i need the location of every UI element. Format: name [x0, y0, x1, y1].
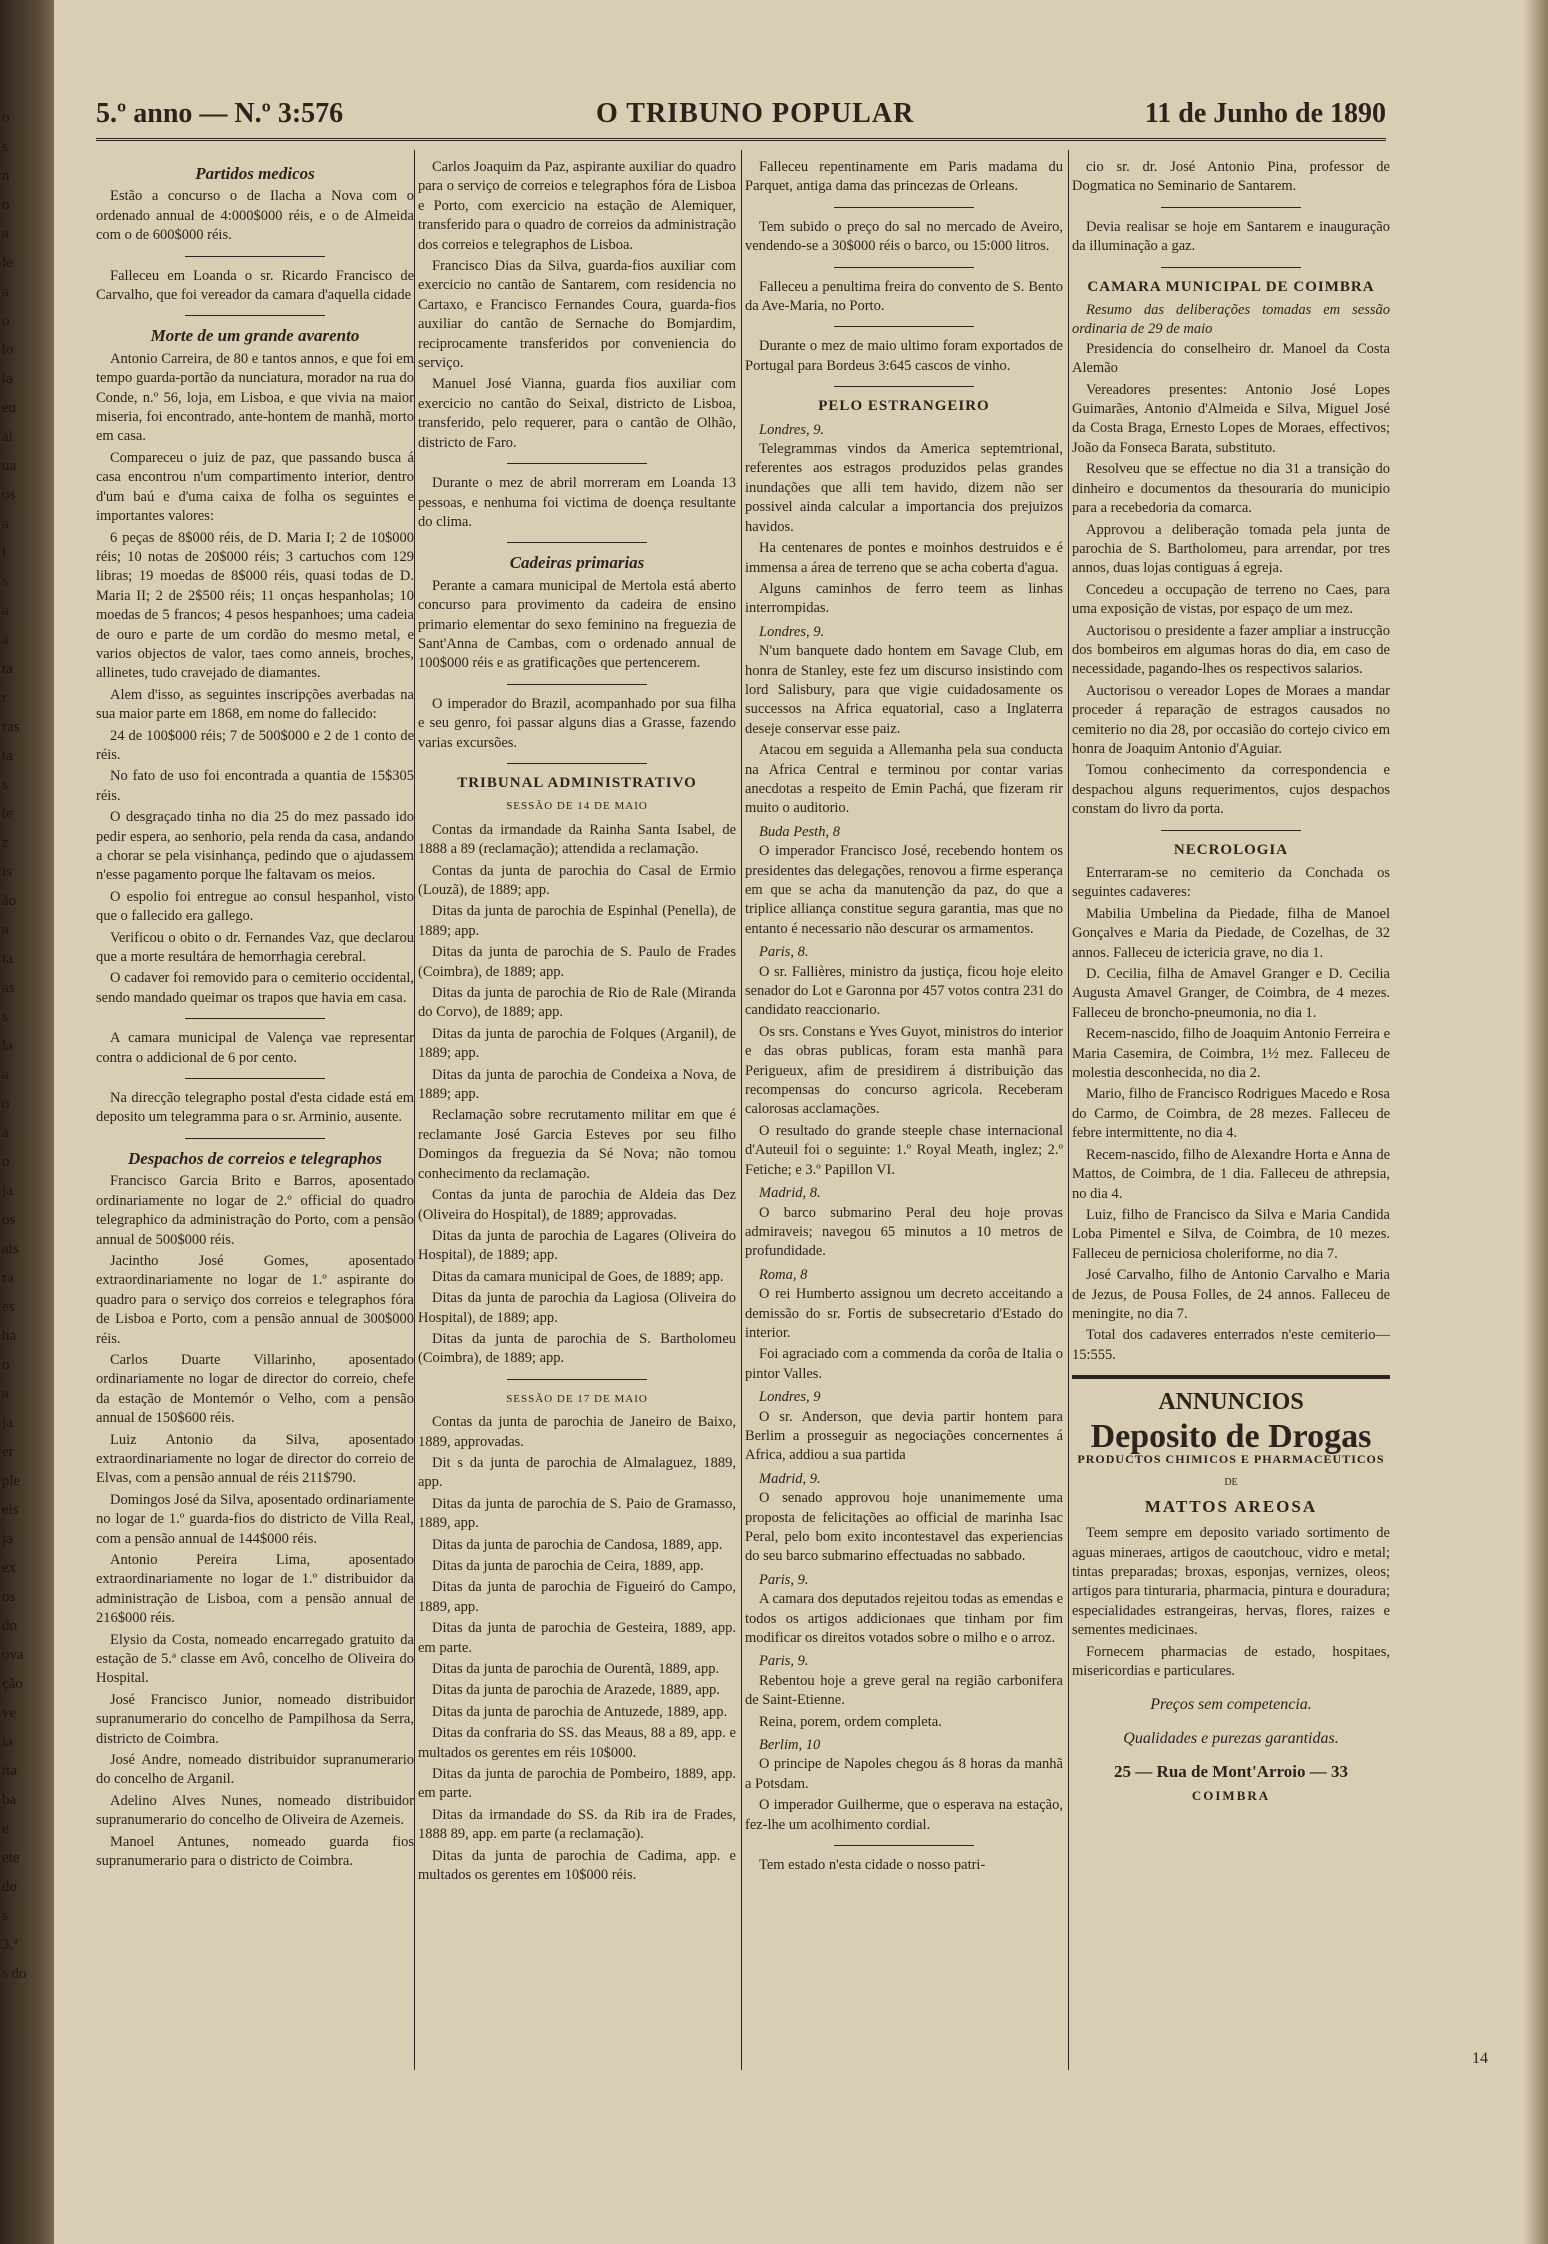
article-separator — [1161, 207, 1301, 208]
previous-page-fragment: os — [2, 1212, 16, 1228]
paragraph: O imperador do Brazil, acompanhado por sua filha e seu genro, foi passar alguns dias a Grasse, fazendo varias excursões. — [418, 695, 736, 751]
advertisement — [1072, 1375, 1390, 1805]
previous-page-fragment: al — [2, 429, 13, 445]
paragraph: Auctorisou o presidente a fazer ampliar a instrucção dos bombeiros em algumas horas do dia, em caso de necessidade, pagando-lhes os respectivos salarios. — [1072, 622, 1390, 678]
previous-page-fragment: o — [2, 1096, 10, 1112]
ad-body: Teem sempre em deposito variado sortimento de aguas mineraes, artigos de caoutchouc, vidro e metal; tintas preparadas; broxas, esponjas, vernizes, oleos; artigos para tinturaria, pharmacia, pintura e douradura; especialidades estrangeiras, hervas, flores, raizes e sementes medicinaes. — [1072, 1525, 1390, 1639]
ad-de: DE — [1224, 1477, 1238, 1489]
paragraph: Approvou a deliberação tomada pela junta de parochia de S. Bartholomeu, para arrendar, por tres annos, duas lojas contiguas á egreja. — [1072, 521, 1390, 577]
ad-firm: MATTOS AREOSA — [1144, 1496, 1318, 1516]
previous-page-fragment: ve — [2, 1705, 17, 1721]
paragraph: 24 de 100$000 réis; 7 de 500$000 e 2 de 1 conto de réis. — [96, 727, 414, 763]
paragraph: Perante a camara municipal de Mertola está aberto concurso para provimento da cadeira de ensino primario elementar do sexo feminino na freguezia de Sant'Anna de Cambas, com o ordenado annual de 100$000 réis e as gratificações que pertencerem. — [418, 577, 736, 672]
paragraph: Ditas da junta de parochia de Cadima, app. e multados os gerentes em 10$000 réis. — [418, 1847, 736, 1884]
previous-page-fragment: ba — [2, 1792, 17, 1808]
article-separator — [834, 267, 974, 268]
ad-line-quality: Qualidades e purezas garantidas. — [1123, 1729, 1339, 1747]
paragraph: Carlos Duarte Villarinho, aposentado ordinariamente no logar de director do correio, chefe da estação de Montemór o Velho, com a pensão annual de 150$600 réis. — [96, 1351, 414, 1427]
previous-page-fragment: do — [2, 1618, 17, 1634]
paragraph: A camara municipal de Valença vae representar contra o addicional de 6 por cento. — [96, 1030, 414, 1066]
article-heading: Morte de um grande avarento — [150, 326, 360, 346]
section-heading: PELO ESTRANGEIRO — [818, 398, 990, 415]
column-3 — [745, 158, 1063, 1878]
paragraph: Verificou o obito o dr. Fernandes Vaz, que declarou que a morte resultára de hemorrhagia cerebral. — [96, 929, 414, 966]
previous-page-fragment: a — [2, 603, 9, 619]
dateline: Madrid, 8. — [759, 1185, 821, 1202]
paragraph: Atacou em seguida a Allemanha pela sua conducta na Africa Central e terminou por contar varias anecdotas a respeito de Emin Pachá, que fizeram rir muito o auditorio. — [745, 742, 1063, 817]
paragraph: Resolveu que se effectue no dia 31 a transição do dinheiro e documentos da thesouraria do municipio para a recebedoria da comarca. — [1072, 461, 1390, 517]
previous-page-fragment: er — [2, 1444, 14, 1460]
paragraph: Alguns caminhos de ferro teem as linhas interrompidas. — [745, 580, 1063, 617]
paragraph: Reina, porem, ordem completa. — [759, 1713, 942, 1730]
paragraph: Francisco Garcia Brito e Barros, aposentado ordinariamente no logar de 2.º official do quadro telegraphico da administração do Porto, com a pensão annual de 500$000 réis. — [96, 1173, 414, 1248]
session-subheading: SESSÃO DE 17 DE MAIO — [506, 1392, 648, 1405]
previous-page-fragment: ão — [2, 893, 17, 909]
article-heading: Partidos medicos — [195, 164, 315, 183]
previous-page-fragment: a — [2, 516, 9, 532]
previous-page-fragment: o — [2, 110, 10, 126]
paragraph: Ditas da junta de parochia de Condeixa a Nova, de 1889; app. — [418, 1066, 736, 1103]
paragraph: Tomou conhecimento da correspondencia e despachou alguns requerimentos, cujos despachos constam do livro da porta. — [1072, 762, 1390, 818]
paragraph: Tem subido o preço do sal no mercado de Aveiro, vendendo-se a 30$000 réis o barco, ou 15:000 litros. — [745, 218, 1063, 255]
previous-page-fragment: es — [2, 1299, 15, 1315]
previous-page-fragment: e — [2, 1821, 9, 1837]
column-2 — [418, 158, 736, 1888]
paragraph: Auctorisou o vereador Lopes de Moraes a mandar proceder á reparação de estragos causados no cemiterio no dia 28, por occasião do cortejo civico em honra de Joaquim Antonio d'Aguiar. — [1072, 682, 1390, 757]
article-separator — [185, 256, 325, 257]
paragraph: Na direcção telegrapho postal d'esta cidade está em deposito um telegramma para o sr. Arminio, ausente. — [96, 1090, 414, 1126]
paragraph: Ditas da junta de parochia de S. Paio de Gramasso, 1889, app. — [418, 1495, 736, 1532]
paragraph: O espolio foi entregue ao consul hespanhol, visto que o fallecido era gallego. — [96, 888, 414, 925]
previous-page-fragment: ova — [2, 1647, 24, 1663]
paragraph: Falleceu em Loanda o sr. Ricardo Francisco de Carvalho, que foi vereador da camara d'aquella cidade — [96, 267, 414, 304]
article-separator — [834, 386, 974, 387]
ad-subtitle: PRODUCTOS CHIMICOS E PHARMACEUTICOS — [1077, 1451, 1385, 1466]
paragraph: Ditas da junta de parochia da Lagiosa (Oliveira do Hospital), de 1889; app. — [418, 1290, 736, 1326]
paragraph: Rebentou hoje a greve geral na região carbonifera de Saint-Etienne. — [745, 1672, 1063, 1709]
column-divider — [741, 150, 742, 2070]
previous-page-fragment: a — [2, 922, 9, 938]
paragraph: Ditas da confraria do SS. das Meaus, 88 a 89, app. e multados os gerentes em réis 10$000. — [418, 1725, 736, 1761]
paragraph: Manoel Antunes, nomeado guarda fios supranumerario para o districto de Coimbra. — [96, 1833, 414, 1870]
previous-page-fragment: o — [2, 197, 10, 213]
paragraph: Luiz, filho de Francisco da Silva e Maria Candida Loba Pimentel e Silva, de Coimbra, de 10 mezes. Falleceu de perniciosa choleriforme, no dia 7. — [1072, 1206, 1390, 1262]
paragraph: Ditas da camara municipal de Goes, de 1889; app. — [432, 1268, 724, 1285]
session-subheading: SESSÃO DE 14 DE MAIO — [506, 800, 648, 813]
dateline: Londres, 9. — [759, 623, 825, 640]
previous-page-fragment: s — [2, 1908, 8, 1924]
previous-page-fragment: ais — [2, 1241, 19, 1257]
previous-page-fragment: ia — [2, 1734, 13, 1750]
previous-page-fragment: ta — [2, 661, 13, 677]
previous-page-fragment: ra — [2, 1270, 14, 1286]
paragraph: O senado approvou hoje unanimemente uma proposta de felicitações ao official de marinha Isac Peral, pelo bom exito incontestavel das experiencias do seu barco submarino effectuadas no sabbado. — [745, 1490, 1063, 1565]
paragraph: Concedeu a occupação de terreno no Caes, para uma exposição de vistas, por espaço de um mez. — [1072, 581, 1390, 618]
paragraph: Presidencia do conselheiro dr. Manoel da Costa Alemão — [1072, 340, 1390, 377]
paragraph: Mabilia Umbelina da Piedade, filha de Manoel Gonçalves e Maria da Piedade, de Cozelhas, de 32 annos. Falleceu de ictericia grave, no dia 1. — [1072, 905, 1390, 961]
paragraph: O imperador Francisco José, recebendo hontem os presidentes das delegações, renovou a firme esperança em que se acha da manutenção da paz, do que a triplice alliança constitue segura garantia, mas que no entanto é necessario não descurar os armamentos. — [745, 843, 1063, 937]
previous-page-fragment: o — [2, 1357, 10, 1373]
paragraph: Recem-nascido, filho de Joaquim Antonio Ferreira e Maria Casemira, de Coimbra, 1½ mez. Falleceu de molestia desconhecida, no dia 2. — [1072, 1026, 1391, 1082]
dateline: Londres, 9 — [759, 1389, 821, 1406]
previous-page-fragment: ta — [2, 951, 13, 967]
previous-page-fragment: eu — [2, 400, 17, 416]
paragraph: Ditas da junta de parochia de Pombeiro, 1889, app. em parte. — [418, 1766, 736, 1802]
paragraph: O barco submarino Peral deu hoje provas admiraveis; navegou 65 minutos a 10 metros de profundidade. — [745, 1204, 1063, 1260]
paragraph: Ditas da junta de parochia de Gesteira, 1889, app. em parte. — [418, 1620, 736, 1656]
paragraph: O sr. Anderson, que devia partir hontem para Berlim a prosseguir as negociações concernentes á Africa, addiou a sua partida — [745, 1408, 1063, 1464]
paragraph: O imperador Guilherme, que o esperava na estação, fez-lhe um acolhimento cordial. — [745, 1797, 1063, 1833]
previous-page-fragment: s — [2, 574, 8, 590]
paragraph: Ha centenares de pontes e moinhos destruidos e é immensa a área de terreno que se acha coberta d'agua. — [745, 540, 1063, 576]
paragraph: No fato de uso foi encontrada a quantia de 15$305 réis. — [96, 768, 414, 804]
paragraph: Mario, filho de Francisco Rodrigues Macedo e Rosa do Carmo, de Coimbra, de 28 mezes. Falleceu de febre intermittente, no dia 4. — [1072, 1086, 1390, 1142]
column-divider — [414, 150, 415, 2070]
article-separator — [834, 326, 974, 327]
paragraph: Alem d'isso, as seguintes inscripções averbadas na sua maior parte em 1868, em nome do fallecido: — [96, 686, 414, 723]
ad-body-2: Fornecem pharmacias de estado, hospitaes, misericordias e particulares. — [1072, 1643, 1390, 1680]
paragraph: O desgraçado tinha no dia 25 do mez passado ido pedir espera, ao senhorio, pela renda da casa, andando a chorar se pela visinhança, pedindo que o ajudassem n'esse pagamento porque lhe faltavam os meios. — [96, 809, 414, 884]
paragraph: Jacintho José Gomes, aposentado extraordinariamente no logar de 1.º aspirante do quadro para o serviço dos correios e telegraphos fóra de Lisboa e Porto, com a pensão annual de 300$000 réis. — [96, 1252, 414, 1347]
previous-page-fragment: a — [2, 1386, 9, 1402]
previous-page-fragment: ta — [2, 748, 13, 764]
dateline: Resumo das deliberações tomadas em sessão ordinaria de 29 de maio — [1072, 302, 1390, 338]
previous-page-fragment: ita — [2, 1763, 17, 1779]
paragraph: Ditas da junta de parochia de Espinhal (Penella), de 1889; app. — [418, 903, 736, 939]
paragraph: José Francisco Junior, nomeado distribuidor supranumerario do concelho de Pampilhosa da Serra, districto de Coimbra. — [96, 1691, 414, 1747]
previous-page-fragment: la — [2, 371, 13, 387]
previous-page-fragment: s — [2, 777, 8, 793]
article-separator — [185, 1078, 325, 1079]
page-number: 14 — [1472, 2050, 1488, 2067]
previous-page-fragment: n — [2, 168, 10, 184]
paragraph: Total dos cadaveres enterrados n'este cemiterio—15:555. — [1072, 1327, 1390, 1363]
paragraph: 6 peças de 8$000 réis, de D. Maria I; 2 de 10$000 réis; 10 notas de 20$000 réis; 3 cartuchos com 129 libras; 19 moedas de 8$000 réis, quasi todas de D. Maria II; 2 de 2$500 réis; 11 onças hespanholas; 10 moedas de 5 francos; 4 pesos hespanhoes; uma cadeia de ouro e parte de um cordão do mesmo metal, e varios objectos de valor, taes como anneis, broches, allinetes, tudo cravejado de diamantes. — [96, 529, 414, 682]
paragraph: Ditas da junta de parochia de Arazede, 1889, app. — [432, 1682, 720, 1699]
paragraph: Elysio da Costa, nomeado encarregado gratuito da estação de 5.ª classe em Avô, concelho de Oliveira do Hospital. — [96, 1631, 414, 1687]
paragraph: Contas da irmandade da Rainha Santa Isabel, de 1888 a 89 (reclamação); attendida a reclamação. — [418, 821, 736, 858]
previous-page-fragment: s — [2, 139, 8, 155]
column-divider — [1068, 150, 1069, 2070]
article-separator — [185, 1018, 325, 1019]
paragraph: Carlos Joaquim da Paz, aspirante auxiliar do quadro para o serviço de correios e telegraphos fóra de Lisboa e Porto, com exercicio na estação de Alemiquer, transferido para o quadro de correios da administração dos correios e telegraphos de Lisboa. — [418, 159, 736, 253]
paragraph: cio sr. dr. José Antonio Pina, professor de Dogmatica no Seminario de Santarem. — [1072, 159, 1390, 195]
dateline: Roma, 8 — [759, 1266, 808, 1283]
paragraph: Durante o mez de maio ultimo foram exportados de Portugal para Bordeus 3:645 cascos de vinho. — [745, 338, 1063, 374]
paragraph: Ditas da junta de parochia de Antuzede, 1889, app. — [432, 1703, 728, 1720]
paragraph: Reclamação sobre recrutamento militar em que é reclamante José Garcia Esteves por seu filho Domingos da freguezia da Sé Nova; não tomou conhecimento da reclamação. — [418, 1107, 736, 1182]
dateline: Berlim, 10 — [759, 1737, 821, 1754]
paragraph: Enterraram-se no cemiterio da Conchada os seguintes cadaveres: — [1072, 865, 1390, 901]
paragraph: Contas da junta de parochia de Aldeia das Dez (Oliveira do Hospital), de 1889; approvadas. — [418, 1187, 736, 1223]
paragraph: Devia realisar se hoje em Santarem e inauguração da illuminação a gaz. — [1072, 218, 1390, 255]
paragraph: Ditas da junta de parochia de Ourentã, 1889, app. — [432, 1661, 720, 1678]
paragraph: Antonio Pereira Lima, aposentado extraordinariamente no logar de 1.º distribuidor da administração de Lisboa, com a pensão annual de 216$000 réis. — [96, 1552, 414, 1627]
ad-title: Deposito de Drogas — [1090, 1417, 1372, 1455]
paragraph: Foi agraciado com a commenda da corôa de Italia o pintor Valles. — [745, 1346, 1063, 1382]
ads-heading: ANNUNCIOS — [1158, 1389, 1304, 1416]
paragraph: José Andre, nomeado distribuidor supranumerario do concelho de Arganil. — [96, 1752, 414, 1788]
paragraph: O cadaver foi removido para o cemiterio occidental, sendo mandado queimar os trapos que havia em casa. — [96, 970, 414, 1006]
previous-page-fragment: ção — [2, 1676, 23, 1692]
paragraph: Compareceu o juiz de paz, que passando busca á casa encontrou n'um compartimento interior, dentro d'um baú e d'uma caixa de folha os seguintes e importantes valores: — [96, 449, 414, 525]
previous-page-fragment: lo — [2, 342, 14, 358]
previous-page-fragment: ie — [2, 806, 13, 822]
section-heading: NECROLOGIA — [1173, 841, 1289, 858]
paragraph: Francisco Dias da Silva, guarda-fios auxiliar com exercicio no cantão de Santarem, com residencia no Cartaxo, e Francisco Fernandes Coura, guarda-fios auxiliar do cantão de Sernache do Bomjardim, reciprocamente transferidos por conveniencia do serviço. — [418, 258, 736, 372]
ad-address: 25 — Rua de Mont'Arroio — 33 — [1114, 1762, 1348, 1782]
article-separator — [834, 207, 974, 208]
article-separator — [185, 1138, 325, 1139]
paragraph: Luiz Antonio da Silva, aposentado extraordinariamente no logar de director do correio de Elvas, com a pensão annual de réis 211$790. — [96, 1431, 414, 1487]
paragraph: Falleceu repentinamente em Paris madama du Parquet, antiga dama das princezas de Orleans. — [745, 159, 1063, 195]
previous-page-fragment: a — [2, 226, 9, 242]
masthead — [96, 98, 1386, 138]
paragraph: Durante o mez de abril morreram em Loanda 13 pessoas, e nenhuma foi victima de doença resultante do clima. — [418, 475, 736, 530]
dateline: Madrid, 9. — [759, 1470, 821, 1487]
previous-page-fragment: os — [2, 1589, 16, 1605]
column-4 — [1072, 158, 1390, 1805]
paragraph: Ditas da junta de parochia de S. Bartholomeu (Coimbra), de 1889; app. — [418, 1330, 736, 1367]
paragraph: Os srs. Constans e Yves Guyot, ministros do interior e das obras publicas, foram esta manhã para Perigueux, afim de presidirem á distribuição das recompensas do concurso agricola. Receberam calorosas acclamações. — [745, 1023, 1063, 1118]
paragraph: Contas da junta de parochia do Casal de Ermio (Louzã), de 1889; app. — [418, 862, 736, 898]
dateline: Paris, 8. — [759, 944, 809, 961]
article-separator — [507, 542, 647, 543]
paragraph: N'um banquete dado hontem em Savage Club, em honra de Stanley, este fez um discurso insistindo com lord Salisbury, para que vigie cuidadosamente os successos na Africa equatorial, caso a Inglaterra deseje conservar esse paiz. — [745, 643, 1063, 737]
previous-page-fragment: ja — [2, 1415, 13, 1431]
paragraph: Ditas da junta de parochia de Folques (Arganil), de 1889; app. — [418, 1025, 736, 1062]
previous-page-fragment: la — [2, 1038, 13, 1054]
paragraph: Adelino Alves Nunes, nomeado distribuidor supranumerario do concelho de Oliveira de Azemeis. — [96, 1792, 414, 1829]
ad-line-prices: Preços sem competencia. — [1150, 1696, 1312, 1714]
previous-page-fragment: os — [2, 487, 16, 503]
paragraph: Ditas da junta de parochia de Lagares (Oliveira do Hospital), de 1889; app. — [418, 1227, 736, 1264]
paragraph: Recem-nascido, filho de Alexandre Horta e Anna de Mattos, de Coimbra, de 1 dia. Falleceu de athrepsia, no dia 4. — [1072, 1146, 1390, 1202]
ad-city: COIMBRA — [1191, 1787, 1271, 1803]
article-separator — [507, 1379, 647, 1380]
paragraph: Falleceu a penultima freira do convento de S. Bento da Ave-Maria, no Porto. — [745, 278, 1063, 315]
paragraph: O resultado do grande steeple chase internacional d'Auteuil foi o seguinte: 1.º Royal Meath, inglez; 2.º Fetiche; e 3.º Papillon VI. — [745, 1122, 1063, 1178]
section-heading: TRIBUNAL ADMINISTRATIVO — [457, 774, 697, 791]
previous-page-fragment: is — [2, 864, 13, 880]
article-heading: Cadeiras primarias — [509, 553, 645, 573]
previous-page-fragment: r — [2, 690, 7, 706]
paragraph: Domingos José da Silva, aposentado ordinariamente no logar de 1.º guarda-fios do districto de Villa Real, com a pensão annual de 144$000 réis. — [96, 1491, 414, 1547]
paragraph: Antonio Carreira, de 80 e tantos annos, e que foi em tempo guarda-portão da nunciatura, morador na rua do Conde, n.º 56, loja, em Lisboa, e que vivia na maior miseria, foi encontrado, ante-hontem de manhã, morto em casa. — [96, 350, 414, 445]
article-separator — [1161, 830, 1301, 831]
paragraph: Contas da junta de parochia de Janeiro de Baixo, 1889, approvadas. — [418, 1414, 736, 1450]
paragraph: Telegrammas vindos da America septemtrional, referentes aos estragos produzidos pelas grandes inundações que alli tem havido, dizem não ser possivel ainda calcular a importancia dos prejuizos havidos. — [745, 441, 1063, 535]
page-binding — [1524, 0, 1548, 2244]
paragraph: A camara dos deputados rejeitou todas as emendas e todos os artigos addicionaes que tinham por fim modificar os direitos votados sobre o milho e o arroz. — [745, 1591, 1063, 1647]
previous-page-fragment: z — [2, 835, 9, 851]
paragraph: Dit s da junta de parochia de Almalaguez, 1889, app. — [418, 1454, 736, 1491]
previous-page-fragment: ha — [2, 1328, 17, 1344]
previous-page-fragment: a — [2, 284, 9, 300]
paragraph: José Carvalho, filho de Antonio Carvalho e Maria de Jezus, de Pousa Folles, de 24 annos. Falleceu de meningite, no dia 7. — [1072, 1267, 1390, 1322]
paragraph: Ditas da irmandade do SS. da Rib ira de Frades, 1888 89, app. em parte (a reclamação). — [418, 1806, 736, 1843]
article-heading: Despachos de correios e telegraphos — [127, 1148, 383, 1168]
paragraph: Manuel José Vianna, guarda fios auxiliar com exercicio no cantão do Seixal, districto de Lisboa, transferido, pelo requerer, para o cantão de Olhão, districto de Faro. — [418, 376, 736, 451]
previous-page-fragment: eis — [2, 1502, 19, 1518]
paragraph: Vereadores presentes: Antonio José Lopes Guimarães, Antonio d'Almeida e Silva, Miguel José da Costa Braga, Ernesto Lopes de Moraes, effectivos; João da Fonseca Barata, substituto. — [1072, 381, 1390, 456]
previous-page-fragment: s do — [2, 1966, 27, 1982]
dateline: Londres, 9. — [759, 421, 825, 438]
paragraph: Ditas da junta de parochia de Candosa, 1889, app. — [432, 1536, 723, 1553]
paragraph: Ditas da junta de parochia de Rio de Rale (Miranda do Corvo), de 1889; app. — [418, 985, 736, 1021]
article-separator — [834, 1845, 974, 1846]
previous-page-fragment: a — [2, 1067, 9, 1083]
previous-page-edge — [0, 0, 54, 2244]
issue-number: 5.º anno — N.º 3:576 — [96, 98, 344, 129]
dateline: Paris, 9. — [759, 1571, 809, 1588]
previous-page-fragment: le — [2, 255, 13, 271]
previous-page-fragment: ete — [2, 1850, 20, 1866]
issue-date: 11 de Junho de 1890 — [1144, 98, 1386, 129]
section-heading: CAMARA MUNICIPAL DE COIMBRA — [1087, 278, 1375, 295]
previous-page-fragment: ua — [2, 458, 17, 474]
previous-page-fragment: do — [2, 1879, 17, 1895]
previous-page-fragment: ras — [2, 719, 20, 735]
previous-page-fragment: a — [2, 632, 9, 648]
previous-page-fragment: a — [2, 1125, 9, 1141]
previous-page-fragment: o — [2, 313, 10, 329]
previous-page-fragment: s — [2, 1009, 8, 1025]
paragraph: Ditas da junta de parochia de Ceira, 1889, app. — [432, 1558, 704, 1574]
article-separator — [507, 684, 647, 685]
previous-page-fragment: as — [2, 980, 15, 996]
paragraph: Ditas da junta de parochia de S. Paulo de Frades (Coimbra), de 1889; app. — [418, 944, 736, 980]
masthead-rule — [96, 138, 1386, 141]
paragraph: O rei Humberto assignou um decreto acceitando a demissão do sr. Fortis de subsecretario d'Estado do interior. — [745, 1286, 1063, 1341]
paragraph: Ditas da junta de parochia de Figueiró do Campo, 1889, app. — [418, 1579, 736, 1615]
paragraph: O principe de Napoles chegou ás 8 horas da manhã a Potsdam. — [745, 1756, 1063, 1792]
previous-page-fragment: l — [2, 545, 7, 561]
column-1 — [96, 158, 414, 1874]
article-separator — [507, 763, 647, 764]
newspaper-title: O TRIBUNO POPULAR — [596, 98, 915, 129]
article-separator — [507, 463, 647, 464]
previous-page-fragment: 3.º — [2, 1937, 18, 1953]
previous-page-fragment: ex — [2, 1560, 17, 1576]
previous-page-fragment: ja — [2, 1183, 13, 1199]
paragraph: Estão a concurso o de Ilacha a Nova com o ordenado annual de 4:000$000 réis, e o de Almeida com o de 600$000 réis. — [96, 188, 414, 244]
article-separator — [185, 315, 325, 316]
paragraph: Tem estado n'esta cidade o nosso patri- — [759, 1857, 986, 1874]
previous-page-fragment: o — [2, 1154, 10, 1170]
paragraph: D. Cecilia, filha de Amavel Granger e D. Cecilia Augusta Amavel Granger, de Coimbra, de 4 mezes. Falleceu de broncho-pneumonia, no dia 1. — [1072, 966, 1390, 1021]
paragraph: O sr. Fallières, ministro da justiça, ficou hoje eleito senador do Lot e Garonna por 457 votos contra 231 do candidato reaccionario. — [745, 963, 1063, 1019]
previous-page-fragment: ja — [2, 1531, 13, 1547]
previous-page-fragment: ple — [2, 1473, 21, 1489]
dateline: Buda Pesth, 8 — [759, 823, 840, 840]
article-separator — [1161, 267, 1301, 268]
dateline: Paris, 9. — [759, 1653, 809, 1670]
